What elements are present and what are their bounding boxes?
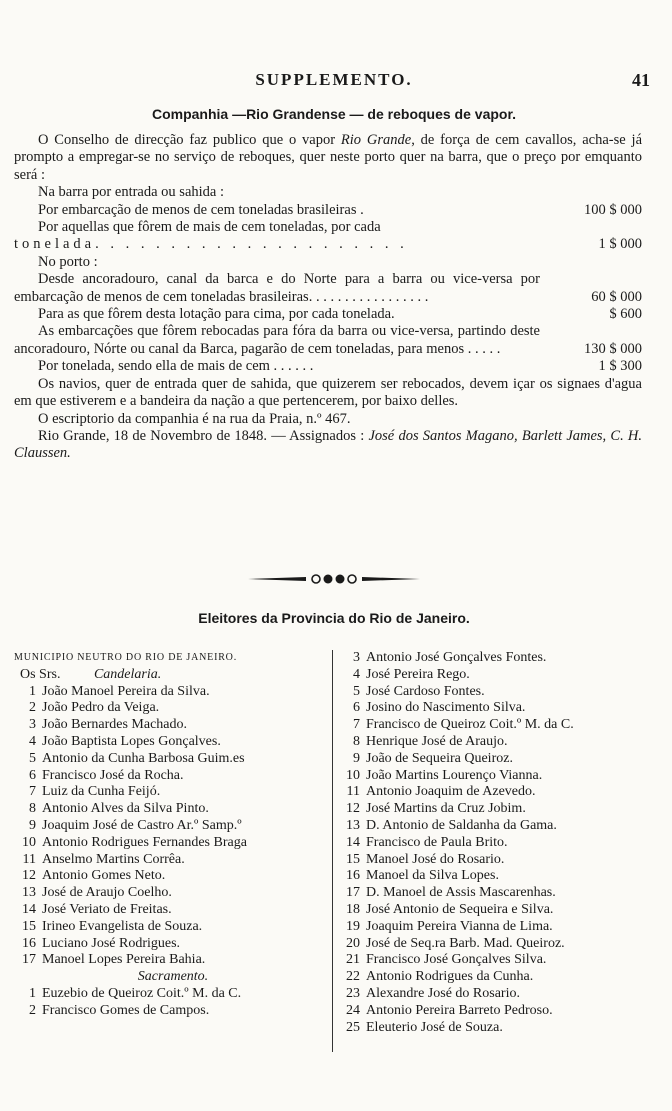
port-rate-2-text: Para as que fôrem desta lotação para cima, por cada tonelada.	[38, 306, 395, 323]
elector-number: 4	[353, 666, 360, 682]
elector-entry	[14, 768, 332, 785]
elector-name: João de Sequeira Queiroz.	[366, 750, 513, 766]
supplement-title: SUPPLEMENTO.	[255, 70, 413, 89]
elector-number: 17	[22, 952, 36, 968]
elector-entry	[14, 902, 332, 919]
elector-name: Francisco de Queiroz Coit.º M. da C.	[366, 717, 574, 733]
elector-name: Francisco José Gonçalves Silva.	[366, 952, 547, 968]
elector-name: Anselmo Martins Corrêa.	[42, 851, 185, 867]
elector-number: 16	[346, 868, 360, 884]
elector-name: Irineo Evangelista de Souza.	[42, 918, 203, 934]
os-srs: Os Srs.	[20, 666, 61, 682]
elector-entry	[338, 818, 654, 835]
parish-sacramento: Sacramento.	[137, 969, 209, 985]
signals-paragraph: Os navios, quer de entrada quer de sahida, que quizerem ser rebocados, devem içar os signaes d'agua em que estiverem e a bandeira da nação a que pertencerem, por baixo delles.	[14, 375, 642, 410]
signatories: José dos Santos Magano, Barlett James, C. H. Claussen.	[14, 427, 642, 462]
ship-name: Rio Grande	[340, 132, 412, 148]
date-signatures	[14, 428, 642, 463]
port-rate-1	[14, 271, 642, 306]
per-ton-rate-amount: 1 $ 300	[598, 358, 642, 375]
elector-entry	[338, 751, 654, 768]
elector-number: 17	[346, 885, 360, 901]
elector-number: 25	[346, 1019, 360, 1035]
elector-name: Luiz da Cunha Feijó.	[42, 784, 161, 800]
bar-rate-1-text: Por embarcação de menos de cem toneladas brasileiras .	[38, 201, 364, 218]
electors-title: Eleitores da Provincia do Rio de Janeiro.	[198, 610, 470, 626]
date-line: Rio Grande, 18 de Novembro de 1848. — Assignados :	[38, 427, 369, 444]
elector-entry	[338, 902, 654, 919]
elector-number: 14	[346, 834, 360, 850]
elector-number: 6	[29, 767, 36, 783]
elector-name: Henrique José de Araujo.	[366, 733, 508, 749]
elector-name: Luciano José Rodrigues.	[42, 935, 181, 951]
elector-number: 15	[346, 851, 360, 867]
elector-entry	[14, 717, 332, 734]
elector-number: 9	[29, 817, 36, 833]
elector-name: José Antonio de Sequeira e Silva.	[366, 901, 554, 917]
elector-name: Francisco Gomes de Campos.	[42, 1002, 210, 1018]
elector-entry	[14, 868, 332, 885]
bar-rate-2-leader: tonelada. . . . . . . . . . . . . . . . . . . . .	[14, 236, 408, 253]
port-heading: No porto :	[38, 253, 98, 270]
elector-number: 8	[353, 733, 360, 749]
elector-entry	[338, 1003, 654, 1020]
port-rate-1-amount: 60 $ 000	[591, 288, 642, 305]
elector-entry	[338, 684, 654, 701]
elector-number: 22	[346, 969, 360, 985]
port-rate-2-amount: $ 600	[609, 306, 642, 323]
elector-number: 12	[346, 801, 360, 817]
elector-number: 5	[29, 750, 36, 766]
elector-name: Eleuterio José de Souza.	[366, 1019, 503, 1035]
elector-name: José de Araujo Coelho.	[42, 885, 172, 901]
elector-number: 15	[22, 918, 36, 934]
office-address: O escriptorio da companhia é na rua da Praia, n.º 467.	[38, 410, 351, 427]
notice-title: Companhia —Rio Grandense — de reboques de vapor.	[151, 106, 517, 122]
elector-number: 6	[353, 700, 360, 716]
elector-entry	[338, 936, 654, 953]
elector-name: José de Seq.ra Barb. Mad. Queiroz.	[366, 935, 565, 951]
elector-name: José Martins da Cruz Jobim.	[366, 801, 526, 817]
elector-entry	[338, 784, 654, 801]
notice-intro	[14, 132, 642, 184]
bar-rate-1	[14, 202, 642, 219]
elector-entry	[338, 734, 654, 751]
elector-entry	[338, 868, 654, 885]
elector-entry	[338, 700, 654, 717]
elector-number: 1	[29, 985, 36, 1001]
elector-name: José Pereira Rego.	[366, 666, 470, 682]
elector-entry	[14, 700, 332, 717]
elector-number: 2	[29, 1002, 36, 1018]
elector-entry	[338, 801, 654, 818]
elector-entry	[14, 684, 332, 701]
per-ton-rate-text: Por tonelada, sendo ella de mais de cem . . . . . .	[38, 358, 314, 375]
elector-number: 7	[29, 784, 36, 800]
elector-number: 3	[29, 717, 36, 733]
elector-entry	[14, 835, 332, 852]
elector-name: Josino do Nascimento Silva.	[366, 700, 526, 716]
elector-name: João Baptista Lopes Gonçalves.	[42, 733, 221, 749]
elector-name: Alexandre José do Rosario.	[366, 985, 520, 1001]
elector-number: 11	[346, 784, 360, 800]
bar-rate-2-text: Por aquellas que fôrem de mais de cem toneladas, por cada	[38, 219, 381, 236]
column-divider	[332, 650, 333, 1052]
elector-name: João Martins Lourenço Vianna.	[366, 767, 543, 783]
elector-name: Antonio Alves da Silva Pinto.	[42, 801, 209, 817]
elector-entry	[338, 717, 654, 734]
municipality-heading: MUNICIPIO NEUTRO DO RIO DE JANEIRO.	[14, 652, 237, 663]
elector-name: José Veriato de Freitas.	[42, 901, 172, 917]
elector-entry	[14, 784, 332, 801]
sacramento-list-left	[14, 986, 332, 1020]
elector-number: 3	[353, 650, 360, 665]
elector-entry	[338, 1020, 654, 1037]
elector-entry	[14, 952, 332, 969]
elector-number: 16	[22, 935, 36, 951]
elector-name: Francisco de Paula Brito.	[366, 834, 508, 850]
ornamental-divider-icon	[244, 572, 424, 586]
elector-entry	[338, 768, 654, 785]
elector-number: 1	[29, 683, 36, 699]
elector-entry	[14, 734, 332, 751]
elector-name: Antonio José Gonçalves Fontes.	[366, 650, 547, 665]
elector-entry	[14, 936, 332, 953]
elector-name: Manoel Lopes Pereira Bahia.	[42, 952, 206, 968]
electors-list	[14, 650, 654, 1050]
elector-entry	[338, 650, 654, 667]
elector-number: 7	[353, 717, 360, 733]
elector-name: João Manoel Pereira da Silva.	[42, 683, 210, 699]
per-ton-rate	[14, 358, 642, 375]
elector-entry	[338, 835, 654, 852]
elector-number: 10	[346, 767, 360, 783]
elector-name: D. Manoel de Assis Mascarenhas.	[366, 885, 556, 901]
elector-number: 13	[22, 885, 36, 901]
page	[14, 0, 654, 1111]
elector-number: 9	[353, 750, 360, 766]
elector-entry	[14, 1003, 332, 1020]
elector-number: 24	[346, 1002, 360, 1018]
page-header	[14, 70, 654, 92]
elector-entry	[338, 969, 654, 986]
bar-heading: Na barra por entrada ou sahida :	[38, 184, 225, 201]
bar-rate-2-amount: 1 $ 000	[598, 236, 642, 253]
notice-body	[14, 132, 642, 463]
elector-number: 5	[353, 683, 360, 699]
elector-number: 14	[22, 901, 36, 917]
elector-number: 2	[29, 700, 36, 716]
elector-number: 13	[346, 817, 360, 833]
elector-entry	[338, 952, 654, 969]
elector-entry	[14, 818, 332, 835]
elector-entry	[338, 667, 654, 684]
parish-heading-row	[14, 667, 332, 684]
towed-rate	[14, 323, 642, 358]
elector-entry	[14, 919, 332, 936]
sacramento-list-right	[338, 650, 654, 1036]
elector-number: 4	[29, 733, 36, 749]
elector-name: Antonio Rodrigues Fernandes Braga	[42, 834, 247, 850]
elector-name: Antonio da Cunha Barbosa Guim.es	[42, 750, 245, 766]
elector-number: 23	[346, 985, 360, 1001]
elector-number: 18	[346, 901, 360, 917]
intro-text-continued: , de força de cem cavallos, acha-se já prompto a empregar-se no serviço de reboques, quer neste porto quer na barra, que o preço por emquanto será :	[14, 132, 643, 183]
elector-name: Joaquim José de Castro Ar.º Samp.º	[42, 817, 242, 833]
port-rate-2	[14, 306, 642, 323]
elector-entry	[14, 751, 332, 768]
elector-entry	[338, 852, 654, 869]
elector-number: 19	[346, 918, 360, 934]
elector-name: Manoel José do Rosario.	[366, 851, 505, 867]
towed-rate-text: As embarcações que fôrem rebocadas para fóra da barra ou vice-versa, partindo deste ancoradouro, Nórte ou canal da Barca, pagarão de cem toneladas, para menos . . . . .	[14, 323, 540, 357]
elector-entry	[14, 885, 332, 902]
elector-name: Antonio Joaquim de Azevedo.	[366, 784, 536, 800]
elector-entry	[14, 986, 332, 1003]
electors-left-column	[14, 650, 332, 1020]
elector-entry	[338, 986, 654, 1003]
elector-number: 11	[22, 851, 36, 867]
elector-number: 20	[346, 935, 360, 951]
parish-candelaria: Candelaria.	[93, 666, 162, 682]
elector-entry	[338, 885, 654, 902]
elector-number: 21	[346, 952, 360, 968]
elector-name: João Pedro da Veiga.	[42, 700, 160, 716]
elector-entry	[14, 852, 332, 869]
elector-name: Antonio Rodrigues da Cunha.	[366, 969, 534, 985]
elector-name: Francisco José da Rocha.	[42, 767, 184, 783]
port-rate-1-text: Desde ancoradouro, canal da barca e do Norte para a barra ou vice-versa por embarcação de menos de cem toneladas brasileiras. . . . . . . . . . . . . . . . .	[14, 271, 540, 305]
elector-name: Antonio Gomes Neto.	[42, 868, 166, 884]
elector-name: D. Antonio de Saldanha da Gama.	[366, 817, 557, 833]
elector-entry	[338, 919, 654, 936]
elector-name: Joaquim Pereira Vianna de Lima.	[366, 918, 553, 934]
towed-rate-amount: 130 $ 000	[584, 340, 642, 357]
elector-number: 8	[29, 801, 36, 817]
bar-rate-2	[14, 236, 642, 253]
intro-text: O Conselho de direcção faz publico que o vapor	[38, 132, 341, 148]
elector-name: José Cardoso Fontes.	[366, 683, 485, 699]
elector-entry	[14, 801, 332, 818]
page-number: 41	[632, 70, 650, 90]
elector-name: João Bernardes Machado.	[42, 717, 188, 733]
electors-right-column	[338, 650, 654, 1036]
elector-name: Antonio Pereira Barreto Pedroso.	[366, 1002, 553, 1018]
elector-number: 12	[22, 868, 36, 884]
candelaria-list	[14, 684, 332, 970]
elector-number: 10	[22, 834, 36, 850]
elector-name: Manoel da Silva Lopes.	[366, 868, 499, 884]
bar-rate-1-amount: 100 $ 000	[584, 201, 642, 218]
elector-name: Euzebio de Queiroz Coit.º M. da C.	[42, 985, 242, 1001]
